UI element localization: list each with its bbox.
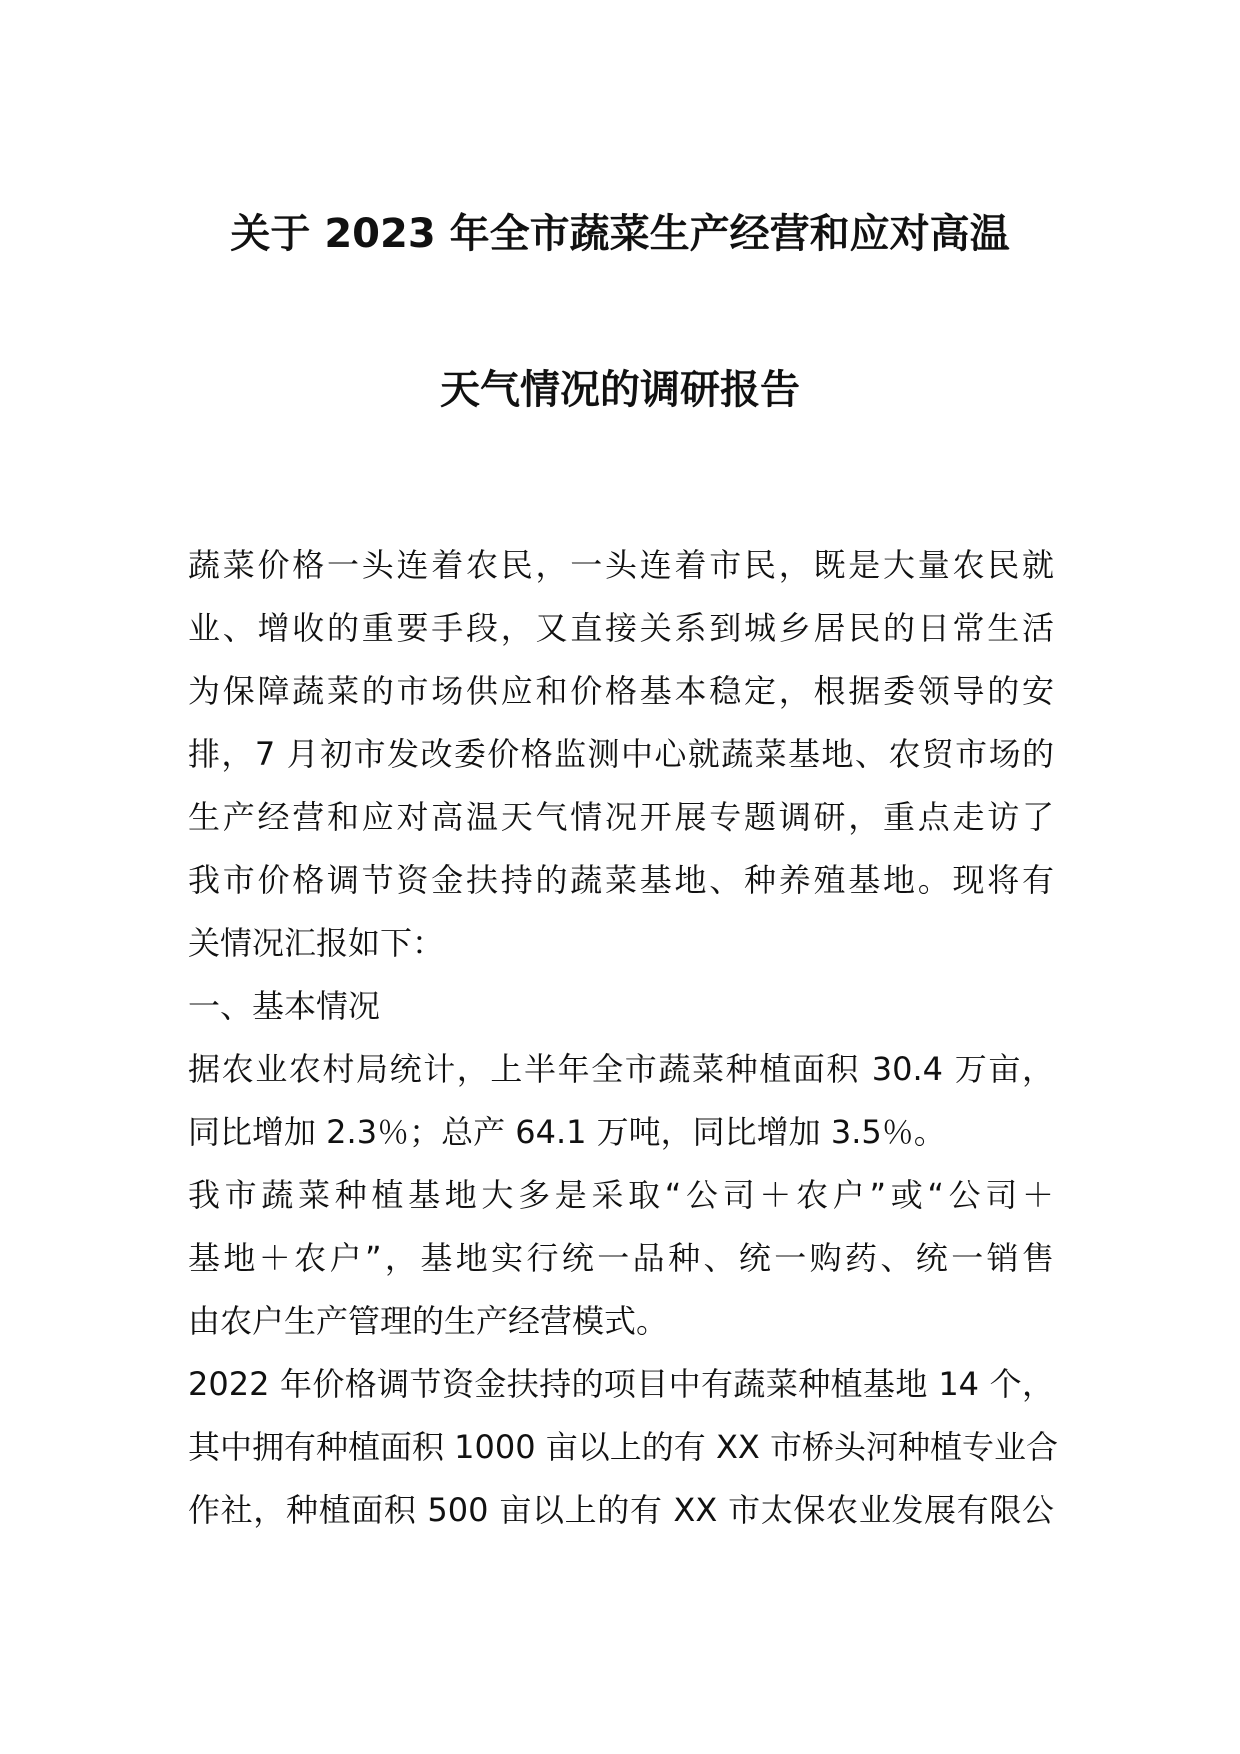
body-line-13: 由农户生产管理的生产经营模式。 <box>188 1302 669 1340</box>
body-line-11: 我市蔬菜种植基地大多是采取“公司＋农户”或“公司＋ <box>188 1176 1054 1214</box>
body-line-10: 同比增加 2.3％；总产 64.1 万吨，同比增加 3.5％。 <box>188 1113 946 1151</box>
document-title-line-1: 关于 2023 年全市蔬菜生产经营和应对高温 <box>230 211 1010 257</box>
body-line-3: 为保障蔬菜的市场供应和价格基本稳定，根据委领导的安 <box>188 672 1054 710</box>
section-heading: 一、基本情况 <box>188 987 381 1025</box>
body-line-14: 2022 年价格调节资金扶持的项目中有蔬菜种植基地 14 个， <box>188 1365 1054 1403</box>
body-line-2: 业、增收的重要手段，又直接关系到城乡居民的日常生活 <box>188 609 1054 647</box>
body-line-1: 蔬菜价格一头连着农民，一头连着市民，既是大量农民就 <box>188 546 1054 584</box>
body-line-6: 我市价格调节资金扶持的蔬菜基地、种养殖基地。现将有 <box>188 861 1054 899</box>
body-line-12: 基地＋农户”，基地实行统一品种、统一购药、统一销售 <box>188 1239 1054 1277</box>
body-line-5: 生产经营和应对高温天气情况开展专题调研，重点走访了 <box>188 798 1054 836</box>
body-line-7: 关情况汇报如下： <box>188 924 445 962</box>
document-title-line-2: 天气情况的调研报告 <box>440 367 800 413</box>
body-line-4: 排，7 月初市发改委价格监测中心就蔬菜基地、农贸市场的 <box>188 735 1054 773</box>
body-line-9: 据农业农村局统计，上半年全市蔬菜种植面积 30.4 万亩， <box>188 1050 1054 1088</box>
body-line-16: 作社，种植面积 500 亩以上的有 XX 市太保农业发展有限公 <box>188 1491 1054 1529</box>
body-line-15: 其中拥有种植面积 1000 亩以上的有 XX 市桥头河种植专业合 <box>188 1428 1058 1466</box>
